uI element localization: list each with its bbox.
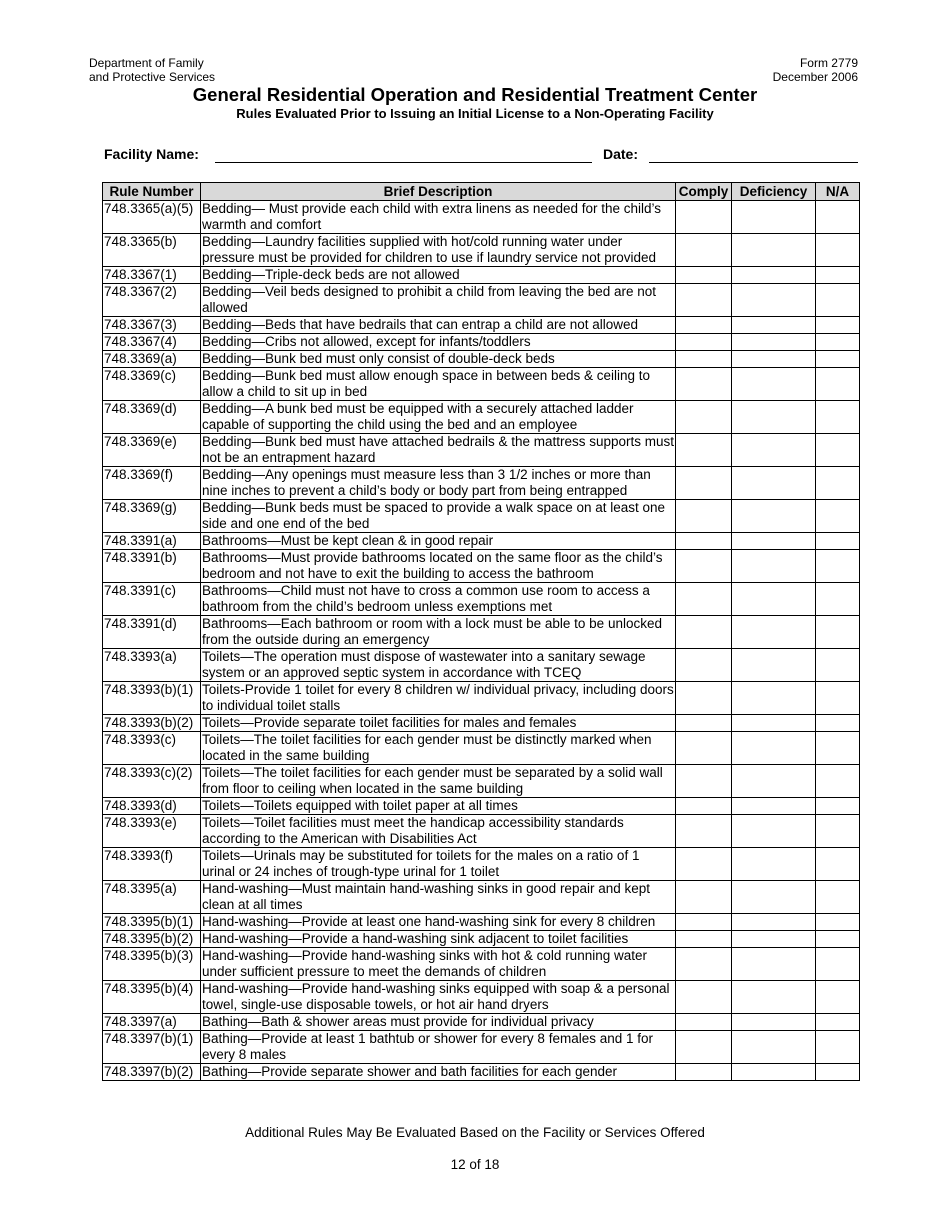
table-row — [103, 467, 860, 500]
facility-name-field[interactable] — [215, 162, 592, 163]
description-cell: Toilets—Provide separate toilet facilities for males and females — [201, 715, 676, 732]
comply-cell[interactable] — [676, 351, 732, 368]
rule-number-cell: 748.3367(3) — [103, 317, 201, 334]
description-cell: Bathing—Provide at least 1 bathtub or shower for every 8 females and 1 for every 8 males — [201, 1031, 676, 1064]
deficiency-cell[interactable] — [732, 931, 816, 948]
comply-cell[interactable] — [676, 550, 732, 583]
comply-cell[interactable] — [676, 1064, 732, 1081]
na-cell[interactable] — [816, 798, 860, 815]
deficiency-cell[interactable] — [732, 267, 816, 284]
rule-number-cell: 748.3395(a) — [103, 881, 201, 914]
description-cell: Bedding—Triple-deck beds are not allowed — [201, 267, 676, 284]
description-cell: Toilets—Toilet facilities must meet the handicap accessibility standards according to the American with Disabilities Act — [201, 815, 676, 848]
form-number: Form 2779 — [799, 56, 858, 70]
na-cell[interactable] — [816, 467, 860, 500]
rule-number-cell: 748.3369(f) — [103, 467, 201, 500]
na-cell[interactable] — [816, 616, 860, 649]
na-cell[interactable] — [816, 267, 860, 284]
table-row — [103, 931, 860, 948]
rule-number-cell: 748.3367(1) — [103, 267, 201, 284]
rule-number-cell: 748.3395(b)(2) — [103, 931, 201, 948]
table-row — [103, 765, 860, 798]
comply-cell[interactable] — [676, 368, 732, 401]
deficiency-cell[interactable] — [732, 317, 816, 334]
rule-number-cell: 748.3369(e) — [103, 434, 201, 467]
comply-cell[interactable] — [676, 848, 732, 881]
rule-number-cell: 748.3395(b)(1) — [103, 914, 201, 931]
deficiency-cell[interactable] — [732, 815, 816, 848]
date-field[interactable] — [649, 162, 858, 163]
comply-cell[interactable] — [676, 317, 732, 334]
comply-cell[interactable] — [676, 948, 732, 981]
deficiency-cell[interactable] — [732, 616, 816, 649]
rule-number-cell: 748.3393(f) — [103, 848, 201, 881]
rule-number-cell: 748.3369(a) — [103, 351, 201, 368]
table-row — [103, 682, 860, 715]
column-header-deficiency: Deficiency — [732, 183, 816, 201]
department-line-2: and Protective Services — [89, 70, 216, 84]
deficiency-cell[interactable] — [732, 401, 816, 434]
description-cell: Bedding—Bunk beds must be spaced to provide a walk space on at least one side and one end of the bed — [201, 500, 676, 533]
description-cell: Bedding—Beds that have bedrails that can entrap a child are not allowed — [201, 317, 676, 334]
comply-cell[interactable] — [676, 682, 732, 715]
form-info — [773, 56, 858, 84]
deficiency-cell[interactable] — [732, 201, 816, 234]
comply-cell[interactable] — [676, 533, 732, 550]
na-cell[interactable] — [816, 583, 860, 616]
comply-cell[interactable] — [676, 765, 732, 798]
description-cell: Hand-washing—Provide a hand-washing sink adjacent to toilet facilities — [201, 931, 676, 948]
description-cell: Toilets—The toilet facilities for each gender must be separated by a solid wall from floor to ceiling when located in the same building — [201, 765, 676, 798]
na-cell[interactable] — [816, 434, 860, 467]
rule-number-cell: 748.3365(a)(5) — [103, 201, 201, 234]
description-cell: Bedding—Cribs not allowed, except for infants/toddlers — [201, 334, 676, 351]
description-cell: Bathrooms—Child must not have to cross a common use room to access a bathroom from the child’s bedroom unless exemptions met — [201, 583, 676, 616]
deficiency-cell[interactable] — [732, 583, 816, 616]
rule-number-cell: 748.3397(a) — [103, 1014, 201, 1031]
rule-number-cell: 748.3367(4) — [103, 334, 201, 351]
rule-number-cell: 748.3369(g) — [103, 500, 201, 533]
table-row — [103, 881, 860, 914]
rule-number-cell: 748.3393(c)(2) — [103, 765, 201, 798]
rule-number-cell: 748.3395(b)(3) — [103, 948, 201, 981]
comply-cell[interactable] — [676, 815, 732, 848]
table-row — [103, 732, 860, 765]
na-cell[interactable] — [816, 948, 860, 981]
deficiency-cell[interactable] — [732, 914, 816, 931]
rule-number-cell: 748.3391(c) — [103, 583, 201, 616]
na-cell[interactable] — [816, 815, 860, 848]
deficiency-cell[interactable] — [732, 368, 816, 401]
deficiency-cell[interactable] — [732, 981, 816, 1014]
table-row — [103, 234, 860, 267]
rule-number-cell: 748.3391(b) — [103, 550, 201, 583]
column-header-brief-description: Brief Description — [201, 183, 676, 201]
table-row — [103, 1031, 860, 1064]
description-cell: Toilets—Urinals may be substituted for toilets for the males on a ratio of 1 urinal or 24 inches of trough-type urinal for 1 toilet — [201, 848, 676, 881]
comply-cell[interactable] — [676, 234, 732, 267]
table-row — [103, 533, 860, 550]
rule-number-cell: 748.3395(b)(4) — [103, 981, 201, 1014]
comply-cell[interactable] — [676, 583, 732, 616]
deficiency-cell[interactable] — [732, 798, 816, 815]
comply-cell[interactable] — [676, 616, 732, 649]
table-row — [103, 201, 860, 234]
na-cell[interactable] — [816, 682, 860, 715]
deficiency-cell[interactable] — [732, 1014, 816, 1031]
table-row — [103, 334, 860, 351]
description-cell: Bathrooms—Must provide bathrooms located on the same floor as the child’s bedroom and not have to exit the building to access the bathroom — [201, 550, 676, 583]
description-cell: Hand-washing—Provide at least one hand-washing sink for every 8 children — [201, 914, 676, 931]
comply-cell[interactable] — [676, 201, 732, 234]
rule-number-cell: 748.3391(d) — [103, 616, 201, 649]
comply-cell[interactable] — [676, 500, 732, 533]
deficiency-cell[interactable] — [732, 533, 816, 550]
rule-number-cell: 748.3393(e) — [103, 815, 201, 848]
description-cell: Bedding—Bunk bed must only consist of double-deck beds — [201, 351, 676, 368]
table-row — [103, 351, 860, 368]
description-cell: Bedding— Must provide each child with extra linens as needed for the child’s warmth and comfort — [201, 201, 676, 234]
comply-cell[interactable] — [676, 931, 732, 948]
footer-note: Additional Rules May Be Evaluated Based on the Facility or Services Offered — [245, 1125, 705, 1140]
table-row — [103, 715, 860, 732]
column-header-comply: Comply — [676, 183, 732, 201]
comply-cell[interactable] — [676, 732, 732, 765]
deficiency-cell[interactable] — [732, 682, 816, 715]
description-cell: Bedding—Bunk bed must have attached bedrails & the mattress supports must not be an entrapment hazard — [202, 434, 675, 465]
deficiency-cell[interactable] — [732, 234, 816, 267]
description-cell: Bathing—Bath & shower areas must provide for individual privacy — [201, 1014, 676, 1031]
deficiency-cell[interactable] — [732, 765, 816, 798]
rule-number-cell: 748.3365(b) — [103, 234, 201, 267]
document-title: General Residential Operation and Residential Treatment Center — [192, 84, 758, 105]
table-row — [103, 368, 860, 401]
deficiency-cell[interactable] — [732, 334, 816, 351]
table-row — [103, 284, 860, 317]
na-cell[interactable] — [816, 317, 860, 334]
deficiency-cell[interactable] — [732, 732, 816, 765]
table-row — [103, 401, 860, 434]
form-date: December 2006 — [772, 70, 858, 84]
comply-cell[interactable] — [676, 284, 732, 317]
comply-cell[interactable] — [676, 467, 732, 500]
table-row — [103, 583, 860, 616]
rule-number-cell: 748.3397(b)(1) — [103, 1031, 201, 1064]
deficiency-cell[interactable] — [732, 1031, 816, 1064]
comply-cell[interactable] — [676, 401, 732, 434]
description-cell: Toilets-Provide 1 toilet for every 8 children w/ individual privacy, including doors to individual toilet stalls — [202, 682, 674, 713]
na-cell[interactable] — [816, 848, 860, 881]
comply-cell[interactable] — [676, 798, 732, 815]
table-row — [103, 267, 860, 284]
rules-table — [102, 182, 860, 1081]
na-cell[interactable] — [816, 981, 860, 1014]
na-cell[interactable] — [816, 334, 860, 351]
description-cell: Bedding—Any openings must measure less than 3 1/2 inches or more than nine inches to prevent a child’s body or body part from being entrapped — [201, 467, 676, 500]
rule-number-cell: 748.3369(c) — [103, 368, 201, 401]
description-cell: Bedding—Laundry facilities supplied with hot/cold running water under pressure must be provided for children to use if laundry service not provided — [201, 234, 676, 267]
description-cell: Hand-washing—Provide hand-washing sinks equipped with soap & a personal towel, single-use disposable towels, or hot air hand dryers — [201, 981, 676, 1014]
na-cell[interactable] — [816, 500, 860, 533]
table-header-row — [103, 183, 860, 201]
table-row — [103, 649, 860, 682]
department-line-1: Department of Family — [89, 56, 204, 70]
description-cell: Bedding—A bunk bed must be equipped with a securely attached ladder capable of supporting the child using the bed and an employee — [201, 401, 676, 434]
deficiency-cell[interactable] — [732, 500, 816, 533]
comply-cell[interactable] — [676, 434, 732, 467]
description-cell: Bathrooms—Each bathroom or room with a lock must be able to be unlocked from the outside during an emergency — [201, 616, 676, 649]
comply-cell[interactable] — [676, 267, 732, 284]
na-cell[interactable] — [816, 550, 860, 583]
rule-number-cell: 748.3369(d) — [103, 401, 201, 434]
na-cell[interactable] — [816, 351, 860, 368]
table-row — [103, 317, 860, 334]
table-row — [103, 815, 860, 848]
table-row — [103, 948, 860, 981]
comply-cell[interactable] — [676, 715, 732, 732]
na-cell[interactable] — [816, 1031, 860, 1064]
rules-table-body — [103, 201, 860, 1081]
description-cell: Hand-washing—Provide hand-washing sinks with hot & cold running water under sufficient pressure to meet the demands of children — [201, 948, 676, 981]
na-cell[interactable] — [816, 401, 860, 434]
description-cell: Hand-washing—Must maintain hand-washing sinks in good repair and kept clean at all times — [201, 881, 676, 914]
deficiency-cell[interactable] — [732, 550, 816, 583]
table-row — [103, 914, 860, 931]
rule-number-cell: 748.3393(b)(1) — [103, 682, 201, 715]
department-name — [89, 56, 215, 84]
na-cell[interactable] — [816, 881, 860, 914]
description-cell: Bedding—Bunk bed must allow enough space in between beds & ceiling to allow a child to sit up in bed — [201, 368, 676, 401]
date-label: Date: — [603, 146, 639, 162]
deficiency-cell[interactable] — [732, 948, 816, 981]
description-cell: Bedding—Veil beds designed to prohibit a child from leaving the bed are not allowed — [201, 284, 676, 317]
comply-cell[interactable] — [676, 914, 732, 931]
na-cell[interactable] — [816, 234, 860, 267]
column-header-na: N/A — [816, 183, 860, 201]
na-cell[interactable] — [816, 368, 860, 401]
table-row — [103, 550, 860, 583]
table-row — [103, 1014, 860, 1031]
description-cell: Toilets—The operation must dispose of wastewater into a sanitary sewage system or an approved septic system in accordance with TCEQ — [201, 649, 676, 682]
table-row — [103, 616, 860, 649]
description-cell: Bathrooms—Must be kept clean & in good repair — [201, 533, 676, 550]
column-header-rule-number: Rule Number — [103, 183, 201, 201]
rule-number-cell: 748.3393(b)(2) — [103, 715, 201, 732]
deficiency-cell[interactable] — [732, 715, 816, 732]
deficiency-cell[interactable] — [732, 351, 816, 368]
deficiency-cell[interactable] — [732, 848, 816, 881]
rule-number-cell: 748.3393(d) — [103, 798, 201, 815]
rule-number-cell: 748.3397(b)(2) — [103, 1064, 201, 1081]
rule-number-cell: 748.3367(2) — [103, 284, 201, 317]
table-row — [103, 434, 860, 467]
comply-cell[interactable] — [676, 981, 732, 1014]
document-subtitle: Rules Evaluated Prior to Issuing an Initial License to a Non-Operating Facility — [236, 106, 714, 121]
na-cell[interactable] — [816, 1064, 860, 1081]
na-cell[interactable] — [816, 732, 860, 765]
na-cell[interactable] — [816, 1014, 860, 1031]
description-cell: Toilets—The toilet facilities for each gender must be distinctly marked when located in the same building — [201, 732, 676, 765]
na-cell[interactable] — [816, 715, 860, 732]
description-cell: Bathing—Provide separate shower and bath facilities for each gender — [201, 1064, 676, 1081]
description-cell: Toilets—Toilets equipped with toilet paper at all times — [201, 798, 676, 815]
rule-number-cell: 748.3393(a) — [103, 649, 201, 682]
comply-cell[interactable] — [676, 1031, 732, 1064]
table-row — [103, 798, 860, 815]
table-row — [103, 981, 860, 1014]
table-row — [103, 848, 860, 881]
deficiency-cell[interactable] — [732, 1064, 816, 1081]
deficiency-cell[interactable] — [732, 649, 816, 682]
table-row — [103, 1064, 860, 1081]
deficiency-cell[interactable] — [732, 881, 816, 914]
comply-cell[interactable] — [676, 881, 732, 914]
comply-cell[interactable] — [676, 1014, 732, 1031]
comply-cell[interactable] — [676, 334, 732, 351]
na-cell[interactable] — [816, 284, 860, 317]
page-number: 12 of 18 — [450, 1157, 500, 1172]
facility-name-label: Facility Name: — [104, 146, 199, 162]
table-row — [103, 500, 860, 533]
rule-number-cell: 748.3391(a) — [103, 533, 201, 550]
rule-number-cell: 748.3393(c) — [103, 732, 201, 765]
deficiency-cell[interactable] — [732, 467, 816, 500]
comply-cell[interactable] — [676, 649, 732, 682]
deficiency-cell[interactable] — [732, 284, 816, 317]
na-cell[interactable] — [816, 649, 860, 682]
na-cell[interactable] — [816, 931, 860, 948]
na-cell[interactable] — [816, 914, 860, 931]
na-cell[interactable] — [816, 533, 860, 550]
deficiency-cell[interactable] — [732, 434, 816, 467]
na-cell[interactable] — [816, 765, 860, 798]
na-cell[interactable] — [816, 201, 860, 234]
